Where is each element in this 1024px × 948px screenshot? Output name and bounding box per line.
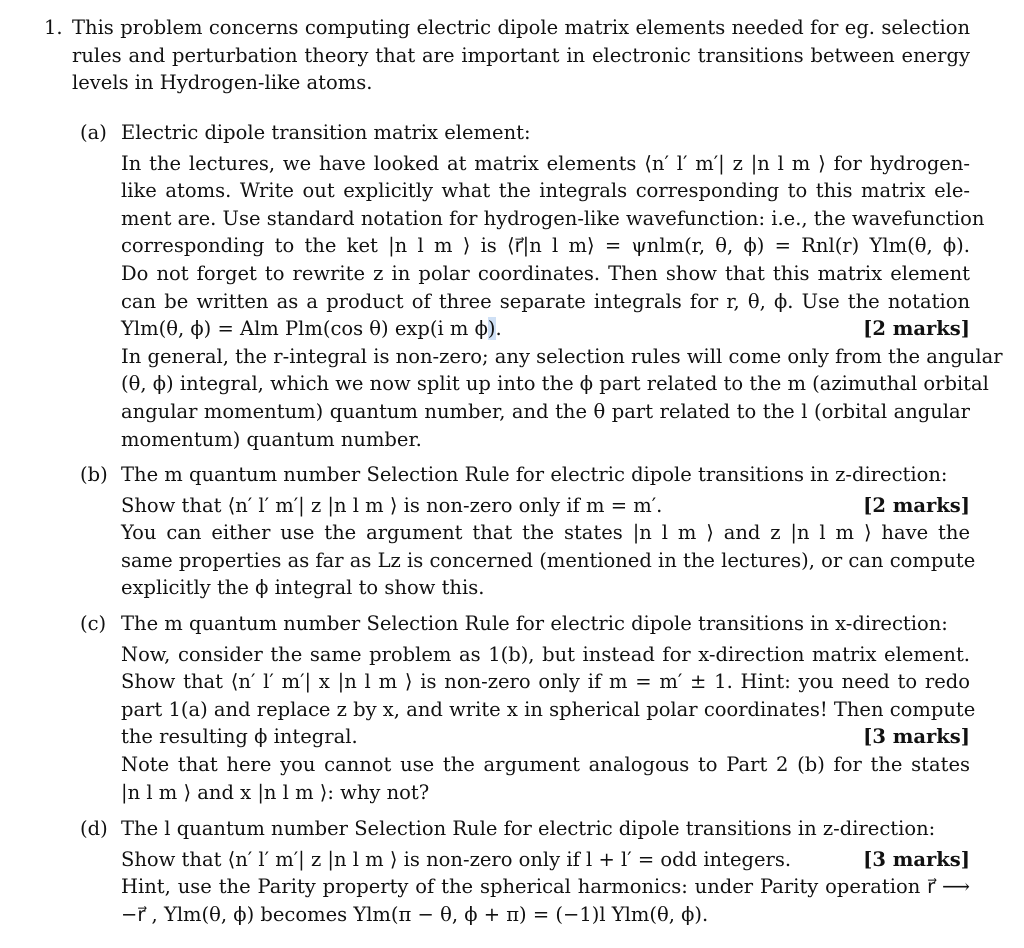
part-line: like atoms. Write out explicitly what the integrals corresponding to this matrix ele-: [121, 179, 970, 203]
part-line: In general, the r-integral is non-zero; any selection rules will come only from the angular: [121, 344, 1003, 368]
part-title: Electric dipole transition matrix element:: [121, 121, 531, 144]
formula-end: .: [495, 317, 502, 341]
marks-line: [121, 492, 970, 520]
part-title: The m quantum number Selection Rule for electric dipole transitions in z-direction:: [121, 463, 948, 486]
selection-highlight: ): [487, 317, 496, 341]
marks-line: [121, 723, 970, 751]
intro-line: rules and perturbation theory that are important in electronic transitions between energy: [72, 43, 970, 67]
part-line: momentum) quantum number.: [121, 427, 422, 451]
part-line: Hint, use the Parity property of the spherical harmonics: under Parity operation r⃗ ⟶: [121, 875, 970, 899]
part-line: ment are. Use standard notation for hydrogen-like wavefunction: i.e., the wavefunction: [121, 206, 985, 230]
marks-badge: [2 marks]: [863, 317, 970, 341]
part-c-body: [121, 610, 976, 806]
marks-line: [121, 315, 970, 343]
part-label: (b): [80, 463, 108, 486]
part-line: corresponding to the ket |n l m ⟩ is ⟨r⃗|n l m⟩ = ψnlm(r, θ, ϕ) = Rnl(r) Ylm(θ, ϕ).: [121, 234, 970, 258]
marks-line-text: Show that ⟨n′ l′ m′| z |n l m ⟩ is non-zero only if l + l′ = odd integers.: [121, 847, 792, 871]
intro-line: This problem concerns computing electric dipole matrix elements needed for eg. selection: [72, 16, 970, 39]
marks-badge: [3 marks]: [863, 847, 970, 871]
part-title: The m quantum number Selection Rule for electric dipole transitions in x-direction:: [121, 612, 948, 635]
part-d-body: [121, 815, 970, 928]
part-d: [80, 815, 970, 928]
part-line: angular momentum) quantum number, and the θ part related to the l (orbital angular: [121, 399, 970, 423]
part-line: |n l m ⟩ and x |n l m ⟩: why not?: [121, 780, 430, 804]
part-line: same properties as far as Lz is concerned (mentioned in the lectures), or can compute: [121, 548, 976, 572]
part-line: You can either use the argument that the states |n l m ⟩ and z |n l m ⟩ have the: [121, 521, 970, 545]
marks-line-text: the resulting ϕ integral.: [121, 725, 358, 749]
marks-badge: [2 marks]: [863, 493, 970, 517]
part-line: −r⃗ , Ylm(θ, ϕ) becomes Ylm(π − θ, ϕ + π) = (−1)l Ylm(θ, ϕ).: [121, 902, 709, 926]
part-line: Do not forget to rewrite z in polar coordinates. Then show that this matrix element: [121, 261, 970, 285]
part-label: (d): [80, 817, 108, 840]
part-label: (a): [80, 121, 107, 144]
part-line: Now, consider the same problem as 1(b), but instead for x-direction matrix element.: [121, 642, 970, 666]
intro-line: levels in Hydrogen-like atoms.: [72, 71, 373, 95]
part-b-body: [121, 461, 976, 602]
problem-number: 1.: [44, 16, 63, 39]
part-c: [80, 610, 976, 806]
marks-line-text: Show that ⟨n′ l′ m′| z |n l m ⟩ is non-zero only if m = m′.: [121, 493, 663, 517]
part-line: can be written as a product of three separate integrals for r, θ, ϕ. Use the notation: [121, 289, 970, 313]
part-a: [80, 119, 1003, 453]
marks-badge: [3 marks]: [863, 725, 970, 749]
part-line: Note that here you cannot use the argument analogous to Part 2 (b) for the states: [121, 752, 970, 776]
problem-intro: [72, 14, 970, 97]
part-line: (θ, ϕ) integral, which we now split up into the ϕ part related to the m (azimuthal orbital: [121, 372, 989, 396]
marks-line: [121, 846, 970, 874]
part-line: part 1(a) and replace z by x, and write x in spherical polar coordinates! Then compute: [121, 697, 976, 721]
formula: Ylm(θ, ϕ) = Alm Plm(cos θ) exp(i m ϕ: [121, 317, 488, 341]
part-b: [80, 461, 976, 602]
part-title: The l quantum number Selection Rule for electric dipole transitions in z-direction:: [121, 817, 936, 840]
part-line: explicitly the ϕ integral to show this.: [121, 576, 485, 600]
problem-1: [44, 14, 970, 97]
part-a-body: [121, 119, 1003, 453]
part-line: In the lectures, we have looked at matrix elements ⟨n′ l′ m′| z |n l m ⟩ for hydrogen-: [121, 151, 970, 175]
part-label: (c): [80, 612, 107, 635]
part-line: Show that ⟨n′ l′ m′| x |n l m ⟩ is non-zero only if m = m′ ± 1. Hint: you need to redo: [121, 670, 970, 694]
marks-line-text: [121, 315, 502, 343]
